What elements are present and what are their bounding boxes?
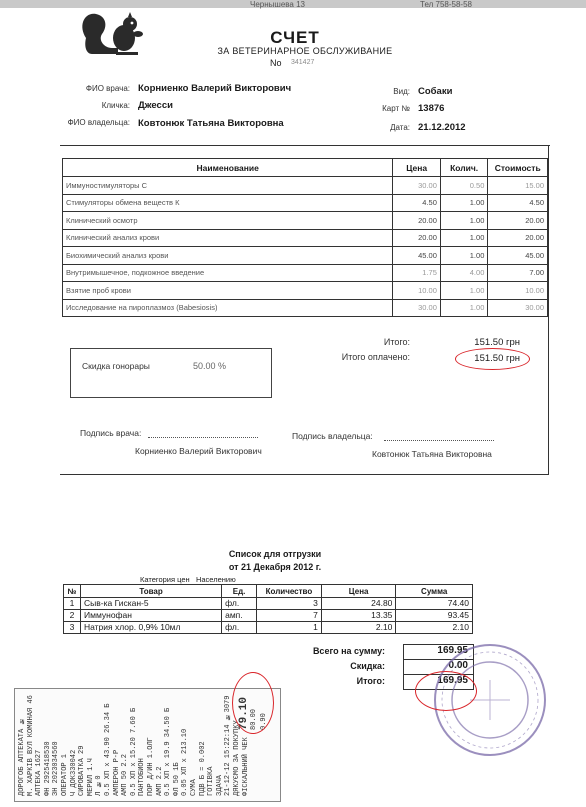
species-label: Вид: — [393, 87, 410, 96]
receipt-line: ГОТІВКА — [207, 766, 216, 796]
row-qty: 3 — [257, 598, 322, 610]
item-cost: 20.00 — [488, 229, 548, 247]
item-qty: 1.00 — [440, 299, 487, 317]
shipping-total-sum-label: Всего на сумму: — [312, 646, 385, 656]
total-highlight-oval — [415, 671, 477, 711]
receipt-line: ПАНТОБИОН — [138, 758, 147, 796]
row-product: Сыв-ка Гискан-5 — [80, 598, 221, 610]
nickname-label: Кличка: — [101, 101, 130, 110]
item-price: 4.50 — [393, 194, 440, 212]
table-row — [64, 598, 473, 610]
row-product: Натрия хлор. 0,9% 10мл — [80, 622, 221, 634]
owner-label: ФИО владельца: — [67, 118, 130, 127]
item-name: Стимуляторы обмена веществ К — [63, 194, 393, 212]
total-value: 151.50 грн — [474, 337, 520, 348]
item-qty: 4.00 — [440, 264, 487, 282]
item-cost: 45.00 — [488, 247, 548, 265]
receipt-line: Ч ДОК330042 — [69, 749, 78, 796]
owner-value: Ковтонюк Татьяна Викторовна — [138, 118, 284, 129]
receipt-line: ЗДАЧА — [215, 774, 224, 796]
invoice-title: СЧЕТ — [270, 28, 320, 47]
receipt-line: АМП 2.2 — [155, 766, 164, 796]
row-price: 13.35 — [321, 610, 396, 622]
receipt-line: ДЯКУЄМО ЗА ПОКУПКУ — [233, 720, 241, 796]
receipt-line: ОПЕРАТОР 1 — [61, 753, 69, 796]
row-no: 3 — [64, 622, 81, 634]
row-price: 24.80 — [321, 598, 396, 610]
shipping-final-total: 169.95 — [437, 675, 468, 686]
item-cost: 20.00 — [488, 212, 548, 230]
phone-fragment: Тел 758-58-58 — [420, 0, 472, 9]
card-value: 13876 — [418, 103, 445, 114]
shipping-table — [63, 584, 473, 634]
receipt-amount: 79.10 — [238, 696, 250, 730]
price-category — [140, 575, 236, 584]
item-qty: 1.00 — [440, 229, 487, 247]
frame-right-line — [548, 145, 549, 475]
paid-highlight-oval — [455, 348, 530, 370]
discount-value: 50.00 % — [193, 361, 227, 371]
row-qty: 7 — [257, 610, 322, 622]
item-price: 1.75 — [393, 264, 440, 282]
table-row — [63, 299, 548, 317]
table-row — [64, 622, 473, 634]
item-price: 20.00 — [393, 229, 440, 247]
col-no-header: № — [64, 585, 81, 598]
shipping-final-total-label: Итого: — [356, 676, 385, 686]
col-qty-header: Количество — [257, 585, 322, 598]
receipt-line: 0.5 ХП x 43.90 26.34 Б — [104, 703, 112, 796]
price-category-value: Населению — [195, 575, 236, 584]
receipt-amount: 80.00 — [250, 708, 258, 730]
paid-value: 151.50 грн — [474, 353, 520, 364]
invoice-subtitle: ЗА ВЕТЕРИНАРНОЕ ОБСЛУЖИВАНИЕ — [217, 46, 393, 56]
receipt-line: 21-12-12 15:22:14 №3079 — [224, 695, 233, 796]
services-header-row — [63, 159, 548, 177]
card-label: Карт № — [382, 104, 410, 113]
item-price: 30.00 — [393, 177, 440, 195]
col-qty-header: Колич. — [440, 159, 487, 177]
receipt-line: ПОР Д/ИН 1.ОЛГ — [147, 737, 155, 796]
row-sum: 93.45 — [396, 610, 473, 622]
paid-label: Итого оплачено: — [341, 352, 410, 362]
item-cost: 30.00 — [488, 299, 548, 317]
col-name-header: Наименование — [63, 159, 393, 177]
row-no: 1 — [64, 598, 81, 610]
item-cost: 7.00 — [488, 264, 548, 282]
table-row — [63, 282, 548, 300]
discount-box — [70, 348, 272, 398]
item-price: 30.00 — [393, 299, 440, 317]
col-unit-header: Ед. — [222, 585, 257, 598]
price-category-label: Категория цен — [140, 575, 190, 584]
col-product-header: Товар — [80, 585, 221, 598]
receipt-line: АМПЕРОН Р-Р — [112, 749, 121, 796]
item-name: Клинический осмотр — [63, 212, 393, 230]
owner-sign-label: Подпись владельца: — [292, 431, 373, 441]
row-qty: 1 — [257, 622, 322, 634]
receipt-line: СИРОВАТКА 29 — [78, 745, 87, 796]
row-no: 2 — [64, 610, 81, 622]
squirrel-logo — [78, 8, 148, 60]
species-value: Собаки — [418, 86, 453, 97]
receipt-line: ПДВ Б = 0.002 — [198, 741, 207, 796]
item-cost: 15.00 — [488, 177, 548, 195]
receipt-line: АМП 50 2.2 — [121, 753, 130, 796]
item-qty: 0.50 — [440, 177, 487, 195]
receipt-line: ЗН 2023034560 — [52, 741, 61, 796]
col-cost-header: Стоимость — [488, 159, 548, 177]
owner-sign-line — [384, 439, 494, 441]
receipt-line: ФН 2925418530 — [43, 741, 52, 796]
receipt-line: МЕРИЛ 1.Ч — [86, 758, 95, 796]
frame-bottom-line — [60, 474, 549, 475]
shipping-discount-label: Скидка: — [350, 661, 385, 671]
item-qty: 1.00 — [440, 282, 487, 300]
receipt-line: Л №0 — [95, 775, 104, 796]
address-fragment: Чернышева 13 — [250, 0, 305, 9]
invoice-number: 341427 — [291, 59, 315, 66]
item-name: Внутримышечное, подкожное введение — [63, 264, 393, 282]
row-price: 2.10 — [321, 622, 396, 634]
table-row — [63, 212, 548, 230]
row-sum: 74.40 — [396, 598, 473, 610]
item-name: Клинический анализ крови — [63, 229, 393, 247]
receipt-line: АПТЕКА 1627 — [35, 749, 44, 796]
shipping-header-row — [64, 585, 473, 598]
table-row — [63, 194, 548, 212]
table-row — [64, 610, 473, 622]
doctor-sign-line — [148, 436, 258, 438]
invoice-number-label: No — [270, 58, 282, 68]
col-sum-header: Сумма — [396, 585, 473, 598]
shipping-title-line2: от 21 Декабря 2012 г. — [228, 562, 322, 572]
item-qty: 1.00 — [440, 194, 487, 212]
item-qty: 1.00 — [440, 247, 487, 265]
discount-label: Скидка гонорары — [82, 361, 150, 371]
item-qty: 1.00 — [440, 212, 487, 230]
shipping-total-sum: 169.95 — [437, 645, 468, 656]
item-cost: 10.00 — [488, 282, 548, 300]
nickname-value: Джесси — [138, 100, 173, 111]
item-price: 10.00 — [393, 282, 440, 300]
shipping-title — [210, 548, 340, 574]
table-row — [63, 229, 548, 247]
doctor-sign-label: Подпись врача: — [80, 428, 142, 438]
date-value: 21.12.2012 — [418, 122, 466, 133]
receipt-line: ФІСКАЛЬНИЙ ЧЕК — [241, 737, 250, 796]
item-name: Исследование на пироплазмоз (Babesiosis) — [63, 299, 393, 317]
doctor-sign-name: Корниенко Валерий Викторович — [135, 446, 262, 456]
receipt-line: 0.5 ХП x 19.9 34.50 Б — [164, 707, 173, 796]
receipt-line: 0.5 ХП x 15.20 7.60 Б — [129, 707, 138, 796]
receipt-line: 0.05 ХП x 213.10 — [181, 728, 190, 796]
table-row — [63, 247, 548, 265]
shipping-discount: 0.00 — [448, 660, 468, 671]
total-label: Итого: — [383, 337, 410, 347]
shipping-title-line1: Список для отгрузки — [228, 549, 322, 559]
row-unit: амп. — [222, 610, 257, 622]
item-name: Взятие проб крови — [63, 282, 393, 300]
receipt-line: СУМА — [190, 779, 198, 796]
item-cost: 4.50 — [488, 194, 548, 212]
receipt-line: М. ХАРКІВ ВУЛ КОМИНАЯ 46 — [26, 695, 35, 796]
table-row — [63, 264, 548, 282]
doctor-value: Корниенко Валерий Викторович — [138, 83, 292, 94]
receipt-line: ДОРОГОБ АПТЕКАТА № — [18, 716, 26, 796]
row-unit: фл. — [222, 598, 257, 610]
receipt-line: ФЛ 50 1Б — [172, 762, 181, 796]
table-row — [63, 177, 548, 195]
doctor-label: ФИО врача: — [85, 84, 130, 93]
col-price-header: Цена — [393, 159, 440, 177]
services-table — [62, 158, 548, 317]
item-price: 45.00 — [393, 247, 440, 265]
row-product: Иммунофан — [80, 610, 221, 622]
row-unit: фл. — [222, 622, 257, 634]
item-name: Иммуностимуляторы С — [63, 177, 393, 195]
date-label: Дата: — [390, 123, 410, 132]
item-name: Биохимический анализ крови — [63, 247, 393, 265]
row-sum: 2.10 — [396, 622, 473, 634]
owner-sign-name: Ковтонюк Татьяна Викторовна — [372, 449, 492, 459]
item-price: 20.00 — [393, 212, 440, 230]
col-price-header: Цена — [321, 585, 396, 598]
receipt-amount-oval — [232, 672, 274, 734]
frame-top-line — [60, 145, 550, 146]
receipt-amount: 0.90 — [260, 713, 268, 730]
